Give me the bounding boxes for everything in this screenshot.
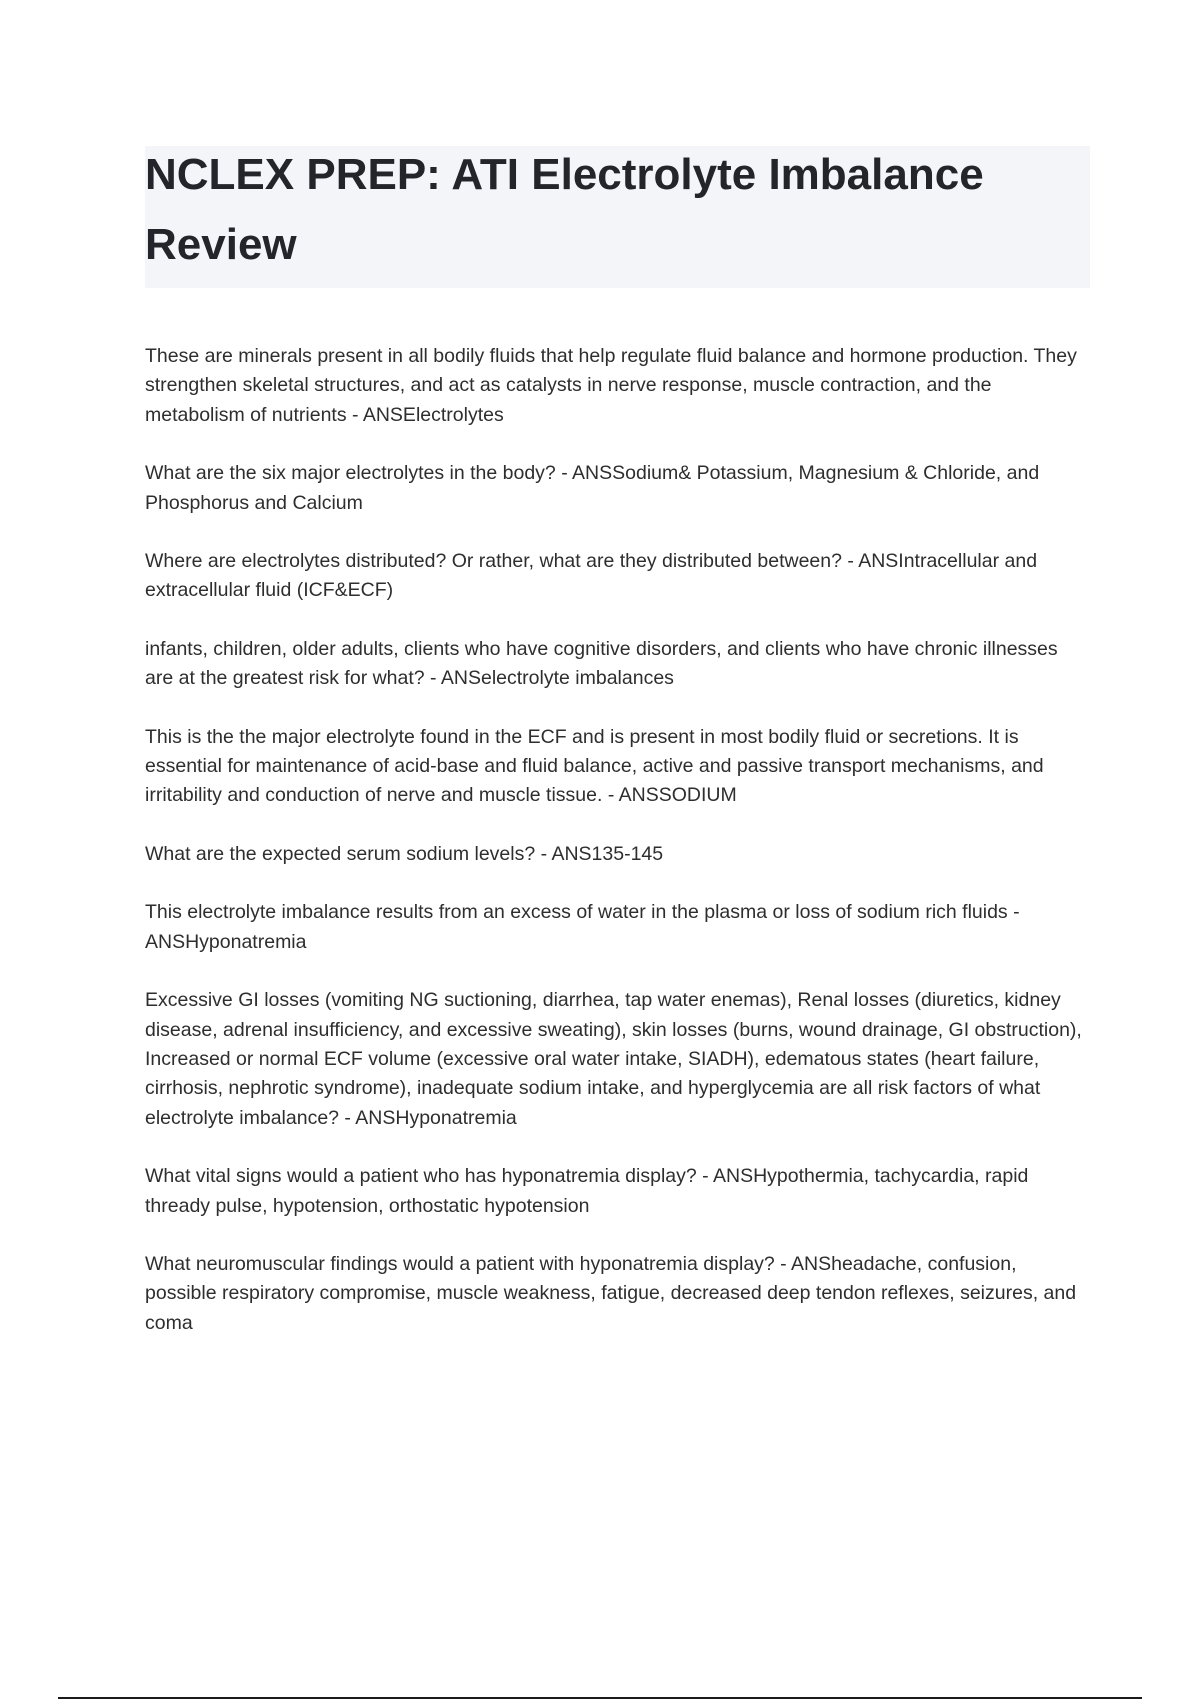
qa-entry: Excessive GI losses (vomiting NG suctioning, diarrhea, tap water enemas), Renal losses (diuretics, kidney disease, adrenal insufficiency, and excessive sweating), skin losses (burns, wound drainage, GI obstruction), Increased or normal ECF volume (excessive oral water intake, SIADH), edematous states (heart failure, cirrhosis, nephrotic syndrome), inadequate sodium intake, and hyperglycemia are all risk factors of what electrolyte imbalance? - ANSHyponatremia <box>145 989 1082 1129</box>
qa-entry: This electrolyte imbalance results from an excess of water in the plasma or loss of sodium rich fluids - ANSHyponatremia <box>145 901 1020 953</box>
footer-rule <box>58 1697 1142 1699</box>
qa-entry: Where are electrolytes distributed? Or rather, what are they distributed between? - ANSIntracellular and extracellular fluid (ICF&ECF) <box>145 550 1038 602</box>
qa-list <box>145 342 1090 1367</box>
qa-entry: What neuromuscular findings would a patient with hyponatremia display? - ANSheadache, confusion, possible respiratory compromise, muscle weakness, fatigue, decreased deep tendon reflexes, seizures, and coma <box>145 1252 1077 1334</box>
qa-entry: infants, children, older adults, clients who have cognitive disorders, and clients who have chronic illnesses are at the greatest risk for what? - ANSelectrolyte imbalances <box>145 637 1058 690</box>
qa-entry: What are the six major electrolytes in the body? - ANSSodium& Potassium, Magnesium & Chloride, and Phosphorus and Calcium <box>145 462 1040 514</box>
qa-entry: This is the the major electrolyte found in the ECF and is present in most bodily fluid or secretions. It is essential for maintenance of acid-base and fluid balance, active and passive transport mechanisms, and irritability and conduction of nerve and muscle tissue. - ANSSODIUM <box>145 725 1044 807</box>
qa-entry: What vital signs would a patient who has hyponatremia display? - ANSHypothermia, tachycardia, rapid thready pulse, hypotension, orthostatic hypotension <box>145 1165 1029 1217</box>
page-title: NCLEX PREP: ATI Electrolyte Imbalance Review <box>145 150 984 269</box>
qa-entry: These are minerals present in all bodily fluids that help regulate fluid balance and hormone production. They strengthen skeletal structures, and act as catalysts in nerve response, muscle contraction, and the metabolism of nutrients - ANSElectrolytes <box>145 345 1077 426</box>
qa-entry: What are the expected serum sodium levels? - ANS135-145 <box>145 842 664 865</box>
